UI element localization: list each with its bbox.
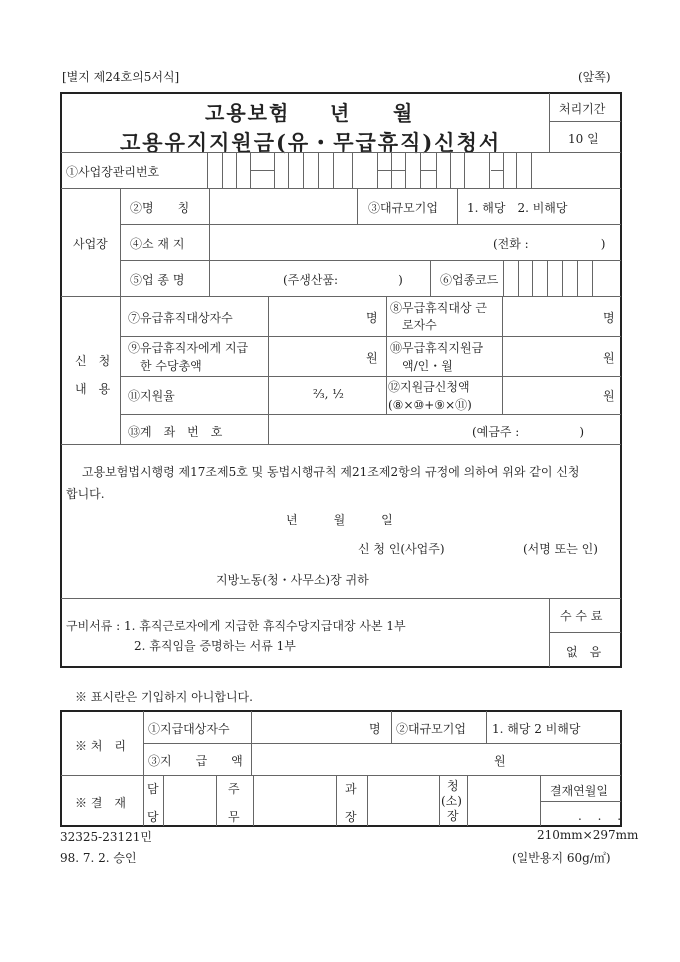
- unit-won: 원: [494, 754, 506, 768]
- depositor-field[interactable]: (예금주 : ): [472, 425, 584, 439]
- large-company-options[interactable]: 1. 해당 2. 비해당: [467, 201, 568, 215]
- unit-won: 원: [366, 351, 378, 365]
- box-divider: [333, 152, 334, 188]
- application-date[interactable]: 년 월 일: [286, 513, 393, 527]
- box-divider: [577, 260, 578, 296]
- box-divider: [531, 152, 532, 188]
- box-divider: [274, 152, 275, 188]
- label-name: ②명 칭: [130, 201, 190, 215]
- front-side-label: (앞쪽): [578, 70, 611, 84]
- paper-size: 210mm×297mm: [537, 828, 639, 842]
- label-unpaid-leave-count-2: 로자수: [402, 318, 437, 332]
- label-allowance-total-2: 한 수당총액: [140, 359, 202, 373]
- section-apply-1: 신 청: [75, 354, 111, 368]
- paper-type: (일반용지 60g/㎡): [512, 851, 611, 865]
- fee-label: 수 수 료: [560, 609, 603, 623]
- office-use-note: ※ 표시란은 기입하지 아니합니다.: [75, 690, 253, 704]
- label-address: ④소 재 지: [130, 237, 185, 251]
- form-code: 32325-23121민: [60, 830, 152, 844]
- box-divider: [352, 152, 353, 188]
- title-year: 년: [330, 101, 352, 125]
- label-industry-code: ⑥업종코드: [440, 273, 499, 287]
- section-apply-2: 내 용: [75, 382, 111, 396]
- fee-value: 없 음: [566, 645, 602, 659]
- attachments-item-2: 2. 휴직임을 증명하는 서류 1부: [134, 639, 296, 653]
- title-month: 월: [393, 101, 415, 125]
- title-line1: 고용보험: [205, 101, 291, 125]
- box-dash: [377, 170, 405, 171]
- processing-period-label: 처리기간: [559, 102, 606, 116]
- label-requested-formula: (⑧×⑩+⑨×⑪): [388, 398, 472, 412]
- approver-staff: 담: [147, 782, 159, 796]
- attachments-item-1: 구비서류 : 1. 휴직근로자에게 지급한 휴직수당지급대장 사본 1부: [66, 619, 406, 633]
- phone-field[interactable]: (전화 : ): [493, 237, 606, 251]
- box-divider: [436, 152, 437, 188]
- unit-persons: 명: [603, 311, 615, 325]
- unit-won: 원: [603, 389, 615, 403]
- label-account-number: ⑬계 좌 번 호: [128, 425, 223, 439]
- section-business: 사업장: [73, 237, 108, 251]
- box-divider: [222, 152, 223, 188]
- box-divider: [547, 260, 548, 296]
- unit-persons: 명: [366, 311, 378, 325]
- applicant-label: 신 청 인(사업주): [358, 542, 445, 556]
- large-company-options: 1. 해당 2 비해당: [492, 722, 581, 736]
- signature-field[interactable]: (서명 또는 인): [523, 542, 598, 556]
- box-divider: [489, 152, 490, 188]
- unit-persons: 명: [369, 722, 381, 736]
- approval-date-note: 98. 7. 2. 승인: [60, 851, 137, 865]
- approver-manager-2: 장: [345, 810, 357, 824]
- main-product-field[interactable]: (주생산품: ): [283, 273, 403, 287]
- approver-officer-2: 무: [228, 810, 240, 824]
- label-large-company: ③대규모기업: [368, 201, 438, 215]
- approver-manager: 과: [345, 782, 357, 796]
- recipient: 지방노동(청・사무소)장 귀하: [216, 573, 369, 587]
- processing-label: ※ 처 리: [75, 739, 126, 753]
- label-requested-amount: ⑫지원금신청액: [388, 380, 470, 394]
- box-dash: [420, 170, 436, 171]
- statement-text: 고용보험법시행령 제17조제5호 및 동법시행규칙 제21조제2항의 규정에 의하여 위와 같이 신청: [82, 465, 580, 479]
- box-divider: [288, 152, 289, 188]
- form-title: 고용유지지원금(유・무급휴직)신청서: [120, 130, 502, 155]
- box-divider: [518, 260, 519, 296]
- box-divider: [592, 260, 593, 296]
- label-large-company: ②대규모기업: [396, 722, 466, 736]
- box-dash: [250, 170, 274, 171]
- approval-label: ※ 결 재: [75, 796, 126, 810]
- processing-period-value: 10 일: [568, 132, 599, 146]
- box-divider: [532, 260, 533, 296]
- approval-date-field[interactable]: . . .: [578, 809, 622, 823]
- statement-text-2: 합니다.: [66, 487, 105, 501]
- approver-head-3: 장: [447, 809, 459, 823]
- label-industry: ⑤업 종 명: [130, 273, 185, 287]
- label-unpaid-support-2: 액/인・월: [402, 359, 453, 373]
- box-divider: [503, 152, 504, 188]
- label-paid-leave-count: ⑦유급휴직대상자수: [128, 311, 233, 325]
- box-dash: [491, 170, 503, 171]
- approver-officer: 주: [228, 782, 240, 796]
- label-support-rate: ⑪지원율: [128, 389, 175, 403]
- label-allowance-total: ⑨유급휴직자에게 지급: [128, 341, 249, 355]
- form-number: [별지 제24호의5서식]: [62, 70, 180, 84]
- box-divider: [562, 260, 563, 296]
- support-rate-value: ⅔, ½: [313, 387, 344, 401]
- box-divider: [450, 152, 451, 188]
- label-unpaid-leave-count: ⑧무급휴직대상 근: [390, 301, 487, 315]
- label-unpaid-support: ⑩무급휴직지원금: [390, 341, 484, 355]
- approver-head: 청: [447, 779, 459, 793]
- box-divider: [303, 152, 304, 188]
- label-payment-amount: ③지 급 액: [148, 754, 243, 768]
- label-business-mgmt-no: ①사업장관리번호: [66, 165, 160, 179]
- box-divider: [503, 260, 504, 296]
- box-divider: [318, 152, 319, 188]
- box-divider: [516, 152, 517, 188]
- approver-staff-2: 당: [147, 810, 159, 824]
- box-divider: [405, 152, 406, 188]
- box-divider: [207, 152, 208, 188]
- box-divider: [236, 152, 237, 188]
- approver-head-2: (소): [441, 794, 462, 808]
- name-field[interactable]: [210, 189, 357, 224]
- box-divider: [464, 152, 465, 188]
- approval-date-label: 결재연월일: [550, 784, 608, 798]
- label-payee-count: ①지급대상자수: [148, 722, 230, 736]
- unit-won: 원: [603, 351, 615, 365]
